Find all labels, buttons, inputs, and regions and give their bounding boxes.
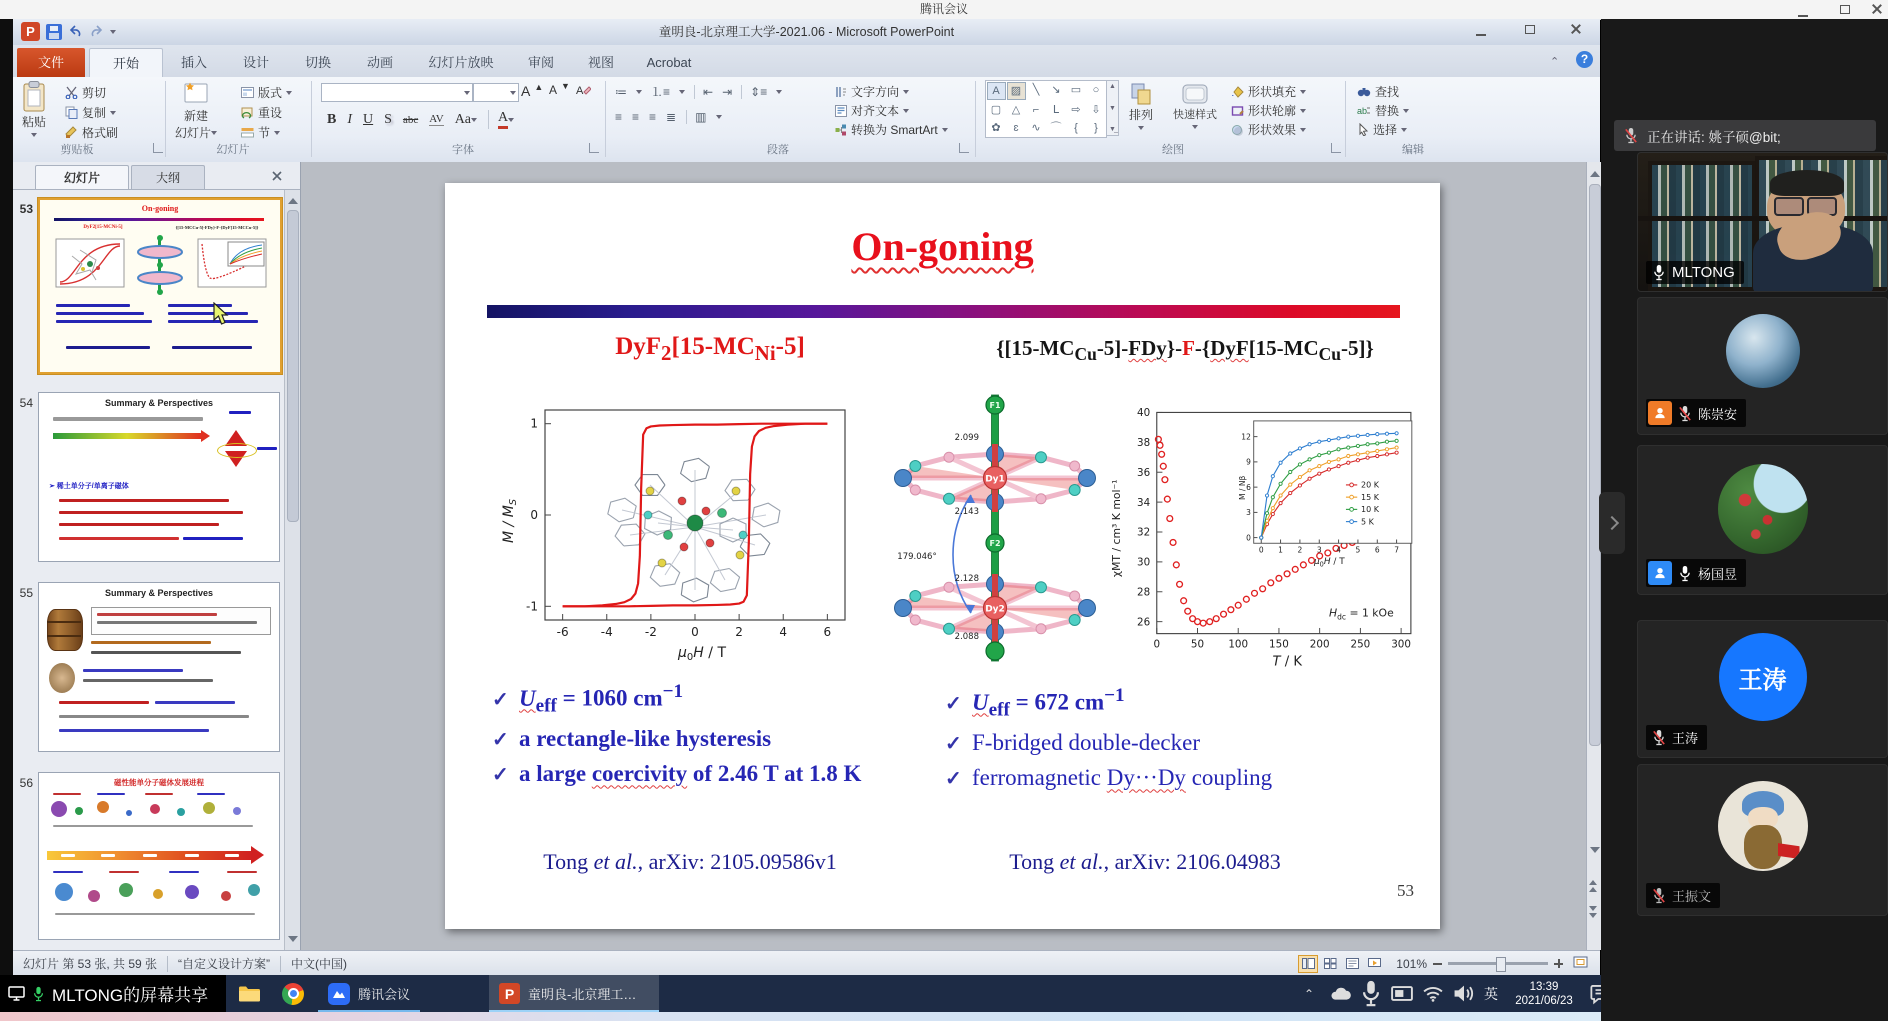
strikethrough-button[interactable]: abc xyxy=(402,113,419,126)
tab-file[interactable]: 文件 xyxy=(17,48,85,77)
main-scrollbar[interactable] xyxy=(1586,162,1602,950)
svg-text:μ0H / T: $\mu_0H$ / T xyxy=(678,645,726,663)
arrange-icon xyxy=(1129,82,1153,106)
svg-text:100: 100 xyxy=(1228,638,1249,651)
svg-text:Hdc = 1 kOe: $H_{dc} = 1$ kOe xyxy=(1329,606,1394,622)
svg-text:15 K: 15 K xyxy=(1361,492,1379,502)
participant-tile-mltong[interactable] xyxy=(1637,152,1888,292)
font-dialog-launcher[interactable] xyxy=(589,143,599,153)
shapes-gallery[interactable]: A ▨ ╲ ↘ ▭ ○ ▢ △ ⌐ ᒪ ⇨ ⇩ ✿ ɛ ∿ ⌒ { } xyxy=(985,80,1107,138)
ribbon-collapse-icon[interactable]: ⌃ xyxy=(1550,56,1560,68)
svg-text:M / MS: M / $M_S$ xyxy=(501,498,519,543)
svg-text:38: 38 xyxy=(1137,437,1151,450)
barrel-graphic xyxy=(47,609,83,651)
find-button[interactable]: 查找 xyxy=(1357,83,1399,100)
slide-panel xyxy=(13,162,301,950)
status-slide-info: 幻灯片 第 53 张, 共 59 张 xyxy=(23,957,158,971)
meeting-close-button[interactable] xyxy=(1872,4,1882,14)
paste-icon xyxy=(21,81,47,113)
participant-tile-wangtao[interactable] xyxy=(1637,620,1888,758)
quick-styles-button[interactable]: 快速样式 xyxy=(1173,82,1217,132)
paragraph-dialog-launcher[interactable] xyxy=(959,143,969,153)
svg-text:7: 7 xyxy=(1394,545,1400,555)
svg-text:2.099: 2.099 xyxy=(954,433,979,443)
clear-formatting-button[interactable] xyxy=(575,83,591,97)
participant-sidebar xyxy=(1601,19,1888,1021)
font-color-button[interactable]: A xyxy=(488,110,514,129)
svg-text:2.128: 2.128 xyxy=(954,574,979,584)
shape-outline-icon xyxy=(1231,105,1244,117)
bold-button[interactable]: B xyxy=(327,111,337,127)
display-icon[interactable] xyxy=(1391,975,1413,1012)
thumb53-hysteresis-mini xyxy=(50,236,128,294)
reset-button[interactable]: 重设 xyxy=(241,104,282,121)
tab-design[interactable]: 设计 xyxy=(242,55,269,70)
system-tray xyxy=(1288,975,1622,1012)
align-center-icon[interactable]: ≡ xyxy=(632,110,640,124)
participant-tile-chenchongan[interactable] xyxy=(1637,297,1888,435)
help-icon[interactable]: ? xyxy=(1576,51,1593,68)
svg-text:2.088: 2.088 xyxy=(954,632,979,642)
svg-text:6: 6 xyxy=(823,625,832,639)
replace-button[interactable]: ab 替换 xyxy=(1357,102,1409,119)
clear-formatting-icon xyxy=(575,83,591,97)
tab-acrobat[interactable]: Acrobat xyxy=(646,55,692,70)
svg-text:5 K: 5 K xyxy=(1361,517,1374,527)
text-direction-button[interactable]: 文字方向 xyxy=(835,83,909,100)
shape-effects-button[interactable]: 形状效果 xyxy=(1231,121,1306,138)
brush-icon xyxy=(65,126,78,139)
copy-button[interactable]: 复制 xyxy=(65,104,116,121)
svg-text:0: 0 xyxy=(1246,533,1251,543)
speaking-banner: 正在讲话: 姚子硕@bit; xyxy=(1614,120,1876,151)
zoom-slider[interactable] xyxy=(1448,962,1548,965)
svg-text:40: 40 xyxy=(1137,407,1151,420)
left-reference: Tong et al., arXiv: 2105.09586v1 xyxy=(543,849,837,874)
thumbnail-56[interactable]: 磁性能单分子磁体发展进程 xyxy=(38,772,280,940)
section-icon xyxy=(241,127,254,138)
previous-slide-button[interactable] xyxy=(1589,876,1597,892)
svg-text:-2: -2 xyxy=(644,625,657,639)
underline-button[interactable]: U xyxy=(363,111,374,127)
align-right-icon[interactable]: ≡ xyxy=(649,110,657,124)
tab-slideshow[interactable]: 幻灯片放映 xyxy=(428,55,494,70)
svg-text:28: 28 xyxy=(1137,586,1151,599)
meeting-titlebar xyxy=(0,0,1888,20)
ppt-window-title: 童明良-北京理工大学-2021.06 - Microsoft PowerPoint xyxy=(658,25,955,39)
tencent-meeting-icon xyxy=(328,983,350,1005)
svg-text:20 K: 20 K xyxy=(1361,480,1379,490)
svg-text:ab: ab xyxy=(1357,105,1368,116)
save-icon[interactable] xyxy=(46,24,62,40)
ppt-titlebar xyxy=(13,19,1600,46)
svg-text:6: 6 xyxy=(1374,545,1380,555)
thumb54-bullet: ➢ 稀土单分子/单离子磁体 xyxy=(49,483,129,490)
tray-mic-icon[interactable] xyxy=(1360,975,1382,1012)
muted-mic-icon xyxy=(1652,887,1666,904)
screen-share-indicator: MLTONG的屏幕共享 xyxy=(0,975,226,1012)
reset-icon xyxy=(241,106,254,119)
participant-label-mltong: MLTONG xyxy=(1646,261,1744,284)
slide-sorter-view-button[interactable] xyxy=(1320,955,1340,973)
numbering-icon[interactable]: ⒈≡ xyxy=(651,85,671,99)
thumbnail-55-number: 55 xyxy=(19,586,33,600)
font-size-combobox[interactable] xyxy=(473,83,519,102)
binoculars-icon xyxy=(1357,86,1371,98)
svg-text:0: 0 xyxy=(1258,545,1264,555)
svg-text:1: 1 xyxy=(530,416,538,431)
align-text-icon xyxy=(835,105,847,117)
smartart-icon xyxy=(835,124,847,136)
thumbnail-53[interactable]: On-goning DyF2[15-MCNi-5] {[15-MCCu-5]-FDy}-F-{DyF[15-MCCu-5]} xyxy=(38,198,282,374)
status-bar xyxy=(13,950,1600,976)
zoom-slider-thumb[interactable] xyxy=(1496,957,1506,972)
qat-dropdown-icon[interactable] xyxy=(110,30,116,37)
line-spacing-icon[interactable]: ⇕≡ xyxy=(741,85,767,99)
clipboard-dialog-launcher[interactable] xyxy=(153,143,163,153)
onedrive-icon[interactable] xyxy=(1329,975,1351,1012)
svg-text:32: 32 xyxy=(1137,526,1151,539)
taskbar-chrome[interactable] xyxy=(272,975,314,1012)
thumbnail-54-number: 54 xyxy=(19,396,33,410)
thumb53-left-heading: DyF2[15-MCNi-5] xyxy=(83,225,123,230)
mouse-cursor xyxy=(212,302,229,326)
panel-close-icon[interactable] xyxy=(271,170,283,182)
avatar-initials: 王涛 xyxy=(1719,633,1807,721)
participant-label-chenchongan: 陈崇安 xyxy=(1646,399,1746,427)
wifi-icon[interactable] xyxy=(1422,975,1444,1012)
ppt-close-button[interactable] xyxy=(1571,24,1581,34)
thumb56-molecule-row-top xyxy=(49,793,269,839)
svg-text:T / K: T / K xyxy=(1272,654,1303,670)
participant-label-yangguoyu: 杨国昱 xyxy=(1646,559,1746,587)
taskbar-powerpoint[interactable]: P 童明良-北京理工大… xyxy=(489,975,659,1012)
mic-on-icon xyxy=(1678,565,1692,582)
slide-page-number: 53 xyxy=(1397,881,1414,900)
svg-text:μ0H / T: $\mu_0H$ / T xyxy=(1313,556,1345,569)
svg-text:150: 150 xyxy=(1269,638,1289,651)
text-direction-icon xyxy=(835,86,847,98)
screen-left-edge xyxy=(0,19,13,975)
redo-icon[interactable] xyxy=(89,25,104,39)
participant-label-wangzhenwen: 王振文 xyxy=(1646,883,1720,908)
layout-button[interactable]: 版式 xyxy=(241,84,292,101)
avatar-moon xyxy=(1726,314,1800,388)
ribbon-tab-row xyxy=(13,45,1600,78)
align-left-icon[interactable]: ≡ xyxy=(615,110,623,124)
main-scrollbar-thumb[interactable] xyxy=(1589,184,1601,746)
reading-view-button[interactable] xyxy=(1342,955,1362,973)
taskbar-file-explorer[interactable] xyxy=(228,975,270,1012)
svg-text:-6: -6 xyxy=(556,625,569,639)
tab-review[interactable]: 审阅 xyxy=(527,55,554,70)
svg-text:3: 3 xyxy=(1246,508,1251,518)
sidebar-collapse-button[interactable] xyxy=(1599,492,1625,554)
slide[interactable] xyxy=(445,183,1440,929)
shape-outline-button[interactable]: 形状轮廓 xyxy=(1231,102,1306,119)
thumbnail-56-number: 56 xyxy=(19,776,33,790)
italic-button[interactable]: I xyxy=(347,111,353,127)
powerpoint-taskbar-icon: P xyxy=(499,983,520,1004)
svg-text:0: 0 xyxy=(530,508,538,522)
new-slide-button[interactable]: 新建 幻灯片 xyxy=(175,81,217,141)
participant-label-wangtao: 王涛 xyxy=(1646,725,1707,750)
zoom-in-button[interactable] xyxy=(1554,959,1563,968)
chrome-icon xyxy=(282,983,304,1005)
taskbar-tencent-meeting[interactable]: 腾讯会议 xyxy=(318,975,420,1012)
ppt-minimize-button[interactable] xyxy=(1476,27,1486,36)
bottom-window-sliver xyxy=(0,1012,1601,1021)
mic-on-icon xyxy=(1652,264,1666,281)
right-reference: Tong et al., arXiv: 2106.04983 xyxy=(1009,849,1281,874)
svg-text:M / Nβ: M / Nβ xyxy=(1238,475,1248,500)
svg-text:250: 250 xyxy=(1350,638,1371,651)
quick-styles-icon xyxy=(1180,82,1210,106)
svg-text:6: 6 xyxy=(1246,482,1251,492)
right-bullet-list: ✓ $U_{eff} = 672$ $cm^{-1}$ ✓ F-bridged double-decker ✓ ferromagnetic Dy···Dy coupling xyxy=(945,685,1273,791)
svg-text:A: A xyxy=(576,85,584,97)
drawing-dialog-launcher[interactable] xyxy=(1331,143,1341,153)
ppt-maximize-button[interactable] xyxy=(1525,25,1535,34)
svg-text:50: 50 xyxy=(1190,638,1205,651)
svg-text:4: 4 xyxy=(779,625,788,639)
shapes-gallery-scroll[interactable]: ▲ ▼ ▼̲ xyxy=(1106,80,1119,136)
avatar-cartoon xyxy=(1718,781,1808,871)
participant-badge-icon xyxy=(1648,561,1672,585)
right-compound-heading: $\{[15-MC_{Cu}-5]-FDy\}-F-\{DyF[15-MC_{Cu}-5]\}$ xyxy=(996,336,1374,365)
easy-axis-cone xyxy=(225,419,247,446)
status-language: 中文(中国) xyxy=(291,957,348,971)
thumb53-right-heading: {[15-MCCu-5]-FDy}-F-{DyF[15-MCCu-5]} xyxy=(175,225,259,230)
left-bullet-list: ✓ $U_{eff} = 1060$ $cm^{-1}$ ✓ a rectangle-like hysteresis ✓ a large coercivity of 2.46 T at 1.8 K xyxy=(492,681,862,787)
svg-text:χMT / cm³ K mol⁻¹: χMT / cm³ K mol⁻¹ xyxy=(1110,479,1124,578)
participant-tile-yangguoyu[interactable] xyxy=(1637,445,1888,595)
svg-text:36: 36 xyxy=(1137,466,1151,479)
thumb53-chit-mini xyxy=(192,236,270,294)
arrange-button[interactable]: 排列 xyxy=(1129,82,1153,133)
cut-button[interactable]: 剪切 xyxy=(65,84,106,101)
svg-text:2.143: 2.143 xyxy=(954,507,979,517)
status-theme: “自定义设计方案” xyxy=(178,957,271,971)
tab-insert[interactable]: 插入 xyxy=(180,55,207,70)
molecule-figure xyxy=(875,383,1115,673)
section-button[interactable]: 节 xyxy=(241,124,280,141)
scissors-icon xyxy=(65,86,78,99)
change-case-button[interactable]: Aa xyxy=(455,112,477,128)
svg-text:2: 2 xyxy=(1297,545,1303,555)
svg-text:1: 1 xyxy=(1278,545,1283,555)
normal-view-button[interactable] xyxy=(1298,955,1318,973)
format-painter-button[interactable]: 格式刷 xyxy=(65,124,118,141)
powerpoint-logo-icon[interactable]: P xyxy=(21,22,40,41)
participant-badge-icon xyxy=(1648,401,1672,425)
list-indent-buttons xyxy=(615,83,782,100)
panel-scrollbar-thumb[interactable] xyxy=(287,210,299,522)
avatar-tree xyxy=(1718,464,1808,554)
left-compound-heading: $DyF_2[15-MC_{Ni}-5]$ xyxy=(615,333,805,365)
share-mic-icon xyxy=(32,986,45,1002)
svg-text:30: 30 xyxy=(1137,556,1151,569)
shrink-font-button[interactable]: A ▼ xyxy=(549,81,570,97)
svg-text:2: 2 xyxy=(735,625,743,639)
svg-text:12: 12 xyxy=(1241,432,1251,442)
panel-tab-slides[interactable]: 幻灯片 xyxy=(35,165,129,190)
grow-font-button[interactable]: A ▲ xyxy=(521,82,544,99)
divider-gradient-bar xyxy=(487,305,1400,318)
shape-effects-icon xyxy=(1231,124,1244,136)
hidden-icons-chevron[interactable]: ⌃ xyxy=(1303,986,1315,1001)
increase-indent-icon[interactable]: ⇥ xyxy=(722,84,733,99)
svg-text:F2: F2 xyxy=(989,539,1001,548)
thumbnail-54[interactable]: Summary & Perspectives ➢ 稀土单分子/单离子磁体 xyxy=(38,392,280,562)
meeting-minimize-button[interactable] xyxy=(1798,8,1808,17)
panel-scrollbar[interactable] xyxy=(284,190,300,950)
svg-text:300: 300 xyxy=(1391,638,1411,651)
svg-text:179.046°: 179.046° xyxy=(897,552,937,562)
thumb53-molecule-mini xyxy=(134,234,186,296)
text-shadow-button[interactable]: S xyxy=(384,111,392,127)
paste-button[interactable]: 粘贴 xyxy=(21,81,47,140)
svg-text:-1: -1 xyxy=(526,599,538,614)
shape-fill-button[interactable]: 形状填充 xyxy=(1231,83,1306,100)
slideshow-view-button[interactable] xyxy=(1364,955,1384,973)
svg-text:3: 3 xyxy=(1316,545,1322,555)
svg-text:9: 9 xyxy=(1246,457,1251,467)
svg-text:Dy2: Dy2 xyxy=(985,604,1005,615)
ribbon: 粘贴 剪切 复制 格式刷 剪贴板 新建 幻灯片 版式 重设 节 幻灯片 A ▲ A ▼ A B I U S abc AV Aa A 字体 ≔ ⒈≡ ⇤ ⇥ ⇕≡ ≡ ≡ ≡ ≣ ▥ 文字方向 对齐文本 转换为 SmartArt 段落 A ▨ ╲ ↘ ▭ ○ ▢ △ ⌐ ᒪ ⇨ ⇩ ✿ ɛ ∿ ⌒ { } ▲ ▼ ▼̲ 排列 快速样式 形状填充 形状轮廓 形状效果 绘图 查找 ab 替换 选择 编辑 xyxy=(13,77,1600,163)
ime-indicator[interactable]: 英 xyxy=(1484,985,1498,1002)
speaker-icon[interactable] xyxy=(1453,975,1475,1012)
bullets-icon[interactable]: ≔ xyxy=(615,84,627,99)
quick-access-toolbar xyxy=(21,22,116,41)
svg-text:Dy1: Dy1 xyxy=(985,474,1005,485)
select-button[interactable]: 选择 xyxy=(1357,121,1407,138)
svg-text:0: 0 xyxy=(691,625,699,639)
thumb56-molecule-row-bottom xyxy=(49,869,269,929)
copy-icon xyxy=(65,106,78,119)
tab-view[interactable]: 视图 xyxy=(587,55,614,70)
folder-icon xyxy=(238,985,260,1003)
svg-text:26: 26 xyxy=(1137,616,1151,629)
svg-text:5: 5 xyxy=(1355,545,1361,555)
tray-clock[interactable]: 13:39 2021/06/23 xyxy=(1515,980,1573,1007)
cursor-icon xyxy=(1357,123,1369,136)
meeting-title: 腾讯会议 xyxy=(919,2,968,16)
justify-icon[interactable]: ≣ xyxy=(666,110,677,124)
panel-tab-outline[interactable]: 大纲 xyxy=(131,165,205,190)
muted-mic-icon xyxy=(1624,127,1638,144)
thumbnail-55[interactable]: Summary & Perspectives xyxy=(38,582,280,752)
muted-mic-icon xyxy=(1652,729,1666,746)
columns-icon[interactable]: ▥ xyxy=(686,110,706,124)
svg-text:10 K: 10 K xyxy=(1361,505,1379,515)
hysteresis-chart xyxy=(500,395,860,665)
convert-smartart-button[interactable]: 转换为 SmartArt xyxy=(835,121,948,138)
thumbnail-53-number: 53 xyxy=(19,202,33,216)
shape-fill-icon xyxy=(1231,86,1244,98)
replace-icon xyxy=(1357,105,1371,117)
svg-text:200: 200 xyxy=(1309,638,1330,651)
svg-text:-4: -4 xyxy=(600,625,613,639)
scroll-down-icon[interactable] xyxy=(1590,847,1600,858)
character-spacing-button[interactable]: AV xyxy=(429,113,444,125)
layout-icon xyxy=(241,87,254,98)
participant-tile-wangzhenwen[interactable] xyxy=(1637,764,1888,916)
svg-text:F1: F1 xyxy=(989,401,1001,410)
zoom-out-button[interactable] xyxy=(1433,963,1442,965)
alignment-buttons xyxy=(615,110,722,124)
zoom-level: 101% xyxy=(1396,956,1427,971)
decrease-indent-icon[interactable]: ⇤ xyxy=(694,85,713,99)
meeting-maximize-button[interactable] xyxy=(1840,5,1850,14)
font-style-buttons xyxy=(327,110,514,129)
svg-text:4: 4 xyxy=(1336,545,1341,555)
tab-home[interactable]: 开始 xyxy=(89,48,163,78)
undo-icon[interactable] xyxy=(68,25,83,39)
fit-to-window-button[interactable] xyxy=(1573,956,1588,971)
font-name-combobox[interactable] xyxy=(321,83,473,102)
tab-transitions[interactable]: 切换 xyxy=(304,55,331,70)
share-screen-icon xyxy=(8,986,25,1001)
tab-animations[interactable]: 动画 xyxy=(366,55,393,70)
svg-text:0: 0 xyxy=(1153,638,1161,651)
next-slide-button[interactable] xyxy=(1589,906,1597,922)
muted-mic-icon xyxy=(1678,405,1692,422)
svg-text:34: 34 xyxy=(1137,496,1151,509)
slide-title: On-goning xyxy=(851,224,1034,269)
new-slide-icon xyxy=(183,81,209,107)
align-text-button[interactable]: 对齐文本 xyxy=(835,102,909,119)
taskbar xyxy=(0,975,1601,1012)
chiT-chart xyxy=(1105,398,1425,681)
